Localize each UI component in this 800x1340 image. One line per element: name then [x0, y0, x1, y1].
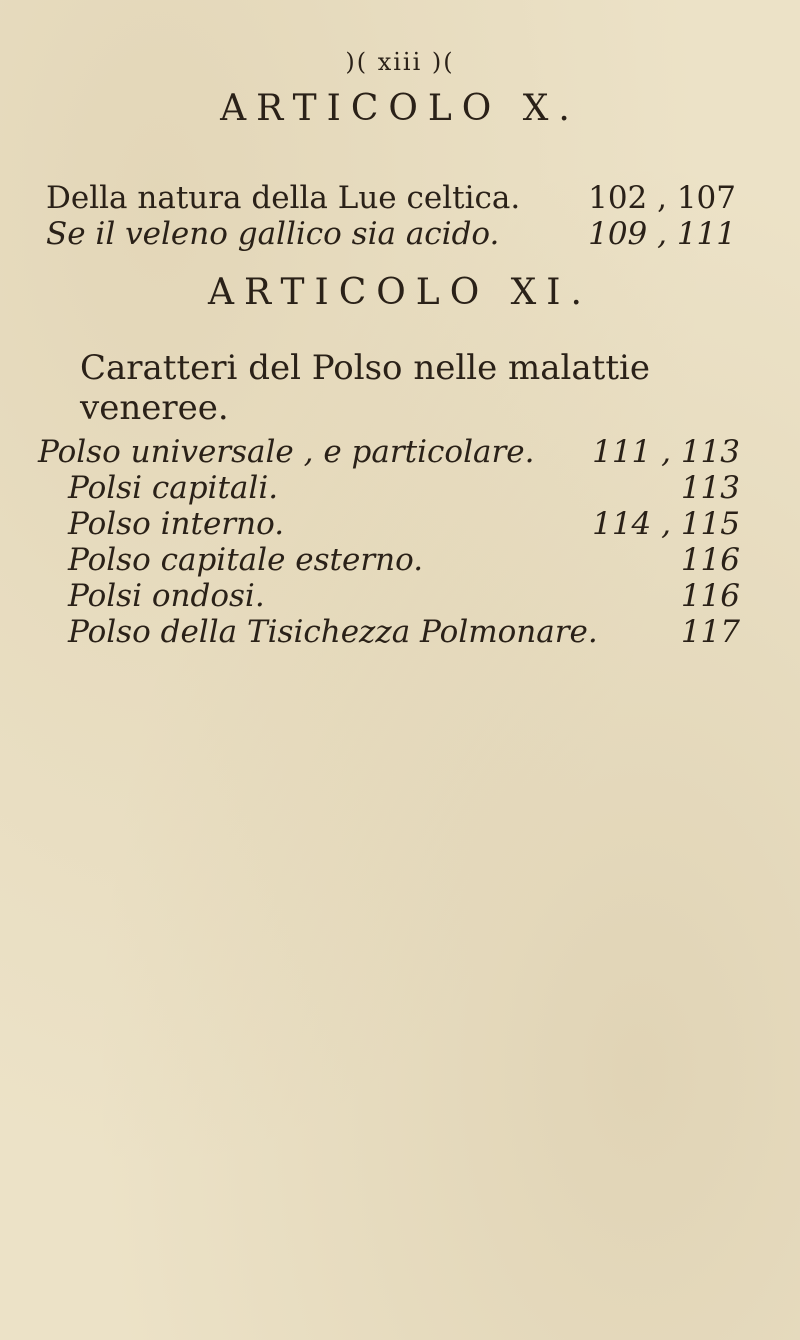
entry-text: Della natura della Lue celtica. — [46, 180, 521, 216]
entry-text: Polso capitale esterno. — [68, 542, 424, 578]
entry-pages: 113 — [680, 470, 740, 506]
entry-text: Polsi capitali. — [68, 470, 279, 506]
entry-pages: 102 , 107 — [588, 180, 736, 216]
article-xi-subtitle: Caratteri del Polso nelle malattie veneree. — [80, 348, 650, 428]
entry-pages: 117 — [680, 614, 740, 650]
entry-text: Polsi ondosi. — [68, 578, 265, 614]
entry-pages: 116 — [680, 542, 740, 578]
entry-text: Se il veleno gallico sia acido. — [46, 216, 500, 252]
entry-pages: 109 , 111 — [588, 216, 736, 252]
entry-text: Polso interno. — [68, 506, 285, 542]
page-number: )( xiii )( — [345, 48, 455, 76]
entry-text: Polso universale , e particolare. — [38, 434, 535, 470]
entry-pages: 111 , 113 — [592, 434, 740, 470]
article-xi-heading: ARTICOLO XI. — [208, 272, 592, 313]
entry-text: Polso della Tisichezza Polmonare. — [68, 614, 598, 650]
entry-pages: 114 , 115 — [592, 506, 740, 542]
entry-pages: 116 — [680, 578, 740, 614]
article-x-heading: ARTICOLO X. — [220, 88, 580, 129]
